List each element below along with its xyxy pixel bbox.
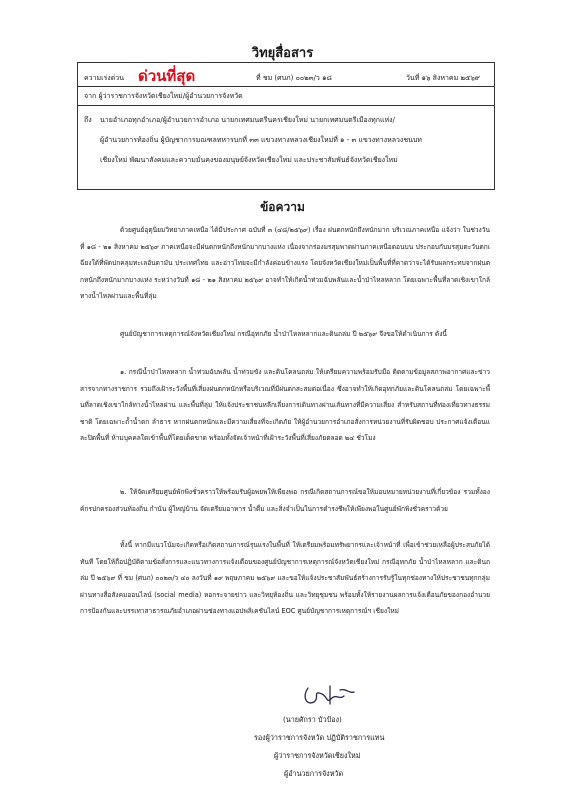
message-section-title: ข้อความ [260,200,305,214]
body-paragraph: ศูนย์บัญชาการเหตุการณ์จังหวัดเชียงใหม่ กรณีอุทกภัย น้ำป่าไหลหลากและดินถล่ม ปี ๒๕๖๙ จึงขอให้ดำเนินการ ดังนี้ [120,330,447,338]
to-line: ผู้อำนวยการท้องถิ่น ผู้บัญชาการมณฑลทหารบกที่ ๓๓ แขวงทางหลวงเชียงใหม่ที่ ๑ - ๓ แขวงทางหลวงชนบท [100,136,422,144]
body-paragraph: ๒. ให้จัดเตรียมศูนย์พักพิงชั่วคราวให้พร้อมรับผู้อพยพให้เพียงพอ กรณีเกิดสถานการณ์ขอให้มอบหมายหน่วยงานที่เกี่ยวข้อง รวมทั้งองค์กรปกครองส่วนท้องถิ่น กำนัน ผู้ใหญ่บ้าน จัดเตรียมอาหาร น้ำดื่ม และสิ่งจำเป็นในการดำรงชีพให้เพียงพอในศูนย์พักพิงชั่วคราวด้วย [80,488,490,513]
signatory-name: (นายศักรา บัวป้อง) [283,715,342,724]
to-line: นายอำเภอทุกอำเภอ/ผู้อำนวยการอำเภอ นายกเทศมนตรีนครเชียงใหม่ นายกเทศมนตรีเมืองทุกแห่ง/ [100,116,395,124]
document-title: วิทยุสื่อสาร [251,46,314,61]
urgency-prefix: ความเร่งด่วน [84,74,124,82]
body-paragraph: ด้วยศูนย์อุตุนิยมวิทยาภาคเหนือ ได้มีประกาศ ฉบับที่ ๓ (๔๘/๒๕๖๙) เรื่อง ฝนตกหนักถึงหนักมาก บริเวณภาคเหนือ แจ้งว่า ในช่วงวันที่ ๑๘ - ๒๑ สิงหาคม ๒๕๖๙ ภาคเหนือจะมีฝนตกหนักถึงหนักมากบางแห่ง เนื่องจากร่องมรสุมพาดผ่านภาคเหนือตอนบน ประกอบกับมรสุมตะวันตกเฉียงใต้ที่พัดปกคลุมทะเลอันดามัน ประเทศไทย และอ่าวไทยจะมีกำลังค่อนข้างแรง โดยจังหวัดเชียงใหม่เป็นพื้นที่ที่คาดว่าจะได้รับผลกระทบจากฝนตกหนักถึงหนักมากบางแห่ง ระหว่างวันที่ ๑๘ - ๒๑ สิงหาคม ๒๕๖๙ อาจทำให้เกิดน้ำท่วมฉับพลันและน้ำป่าไหลหลาก โดยเฉพาะพื้นที่ลาดเชิงเขาใกล้ทางน้ำไหลผ่านและพื้นที่ลุ่ม [80,226,490,300]
to-line: เชียงใหม่ พัฒนาสังคมและความมั่นคงของมนุษย์จังหวัดเชียงใหม่ และประชาสัมพันธ์จังหวัดเชียงใหม่ [100,156,398,164]
urgency-label: ด่วนที่สุด [138,67,196,85]
message-header-box [77,62,495,190]
divider [78,86,494,87]
to-label: ถึง [84,116,92,124]
document-number: ที่ ชม (ศบภ) ๐๐๒๓/ว ๑๘ [256,74,332,82]
signatory-position: รองผู้ว่าราชการจังหวัด ปฏิบัติราชการแทน [254,733,385,742]
from-line: จาก ผู้ว่าราชการจังหวัดเชียงใหม่/ผู้อำนวยการจังหวัด [84,92,243,100]
handwritten-signature [300,680,360,710]
body-paragraph: ทั้งนี้ หากมีแนวโน้มจะเกิดหรือเกิดสถานการณ์รุนแรงในพื้นที่ ให้เตรียมพร้อมทรัพยากรและเจ้าหน้าที่ เพื่อเข้าช่วยเหลือผู้ประสบภัยได้ทันที โดยให้ถือปฏิบัติตามข้อสั่งการและแนวทางการแจ้งเตือนของศูนย์บัญชาการเหตุการณ์จังหวัดเชียงใหม่ กรณีอุทกภัย น้ำป่าไหลหลาก และดินถล่ม ปี ๒๕๖๙ ที่ ชม (ศบภ) ๐๐๒๓/ว ๔๐ ลงวันที่ ๑๙ พฤษภาคม ๒๕๖๙ และขอให้แจ้งประชาสัมพันธ์สร้างการรับรู้ในทุกช่องทางให้ประชาชนทุกกลุ่มผ่านทางสื่อสังคมออนไลน์ (social media) หอกระจายข่าว และวิทยุท้องถิ่น และวิทยุชุมชน พร้อมทั้งให้รายงานผลการแจ้งเตือนภัยของกองอำนวยการป้องกันและบรรเทาสาธารณภัยอำเภอผ่านช่องทางแอปพลิเคชันไลน์ EOC ศูนย์บัญชาการเหตุการณ์ฯ เชียงใหม่ [80,541,490,615]
body-paragraph: ๑. กรณีน้ำป่าไหลหลาก น้ำท่วมฉับพลัน น้ำท่วมขัง และดินโคลนถล่ม ให้เตรียมความพร้อมรับมือ ติดตามข้อมูลสภาพอากาศและข่าวสารจากทางราชการ รวมถึงเฝ้าระวังพื้นที่เสี่ยงฝนตกหนักหรือบริเวณที่มีฝนตกสะสมต่อเนื่อง ซึ่งอาจทำให้เกิดอุทกภัยและดินโคลนถล่ม โดยเฉพาะพื้นที่ลาดเชิงเขาใกล้ทางน้ำไหลผ่าน และพื้นที่ลุ่ม ให้แจ้งประชาชนหลีกเลี่ยงการเดินทางผ่านเส้นทางที่มีความเสี่ยง สำหรับสถานที่ท่องเที่ยวทางธรรมชาติ โดยเฉพาะถ้ำน้ำตก ลำธาร หากฝนตกหนักและมีความเสี่ยงที่จะเกิดภัย ให้ผู้อำนวยการอำเภอสั่งการหน่วยงานที่รับผิดชอบ ประกาศแจ้งเตือนและปิดพื้นที่ ห้ามบุคคลใดเข้าพื้นที่โดยเด็ดขาด พร้อมทั้งจัดเจ้าหน้าที่เฝ้าระวังพื้นที่เสี่ยงภัยตลอด ๒๔ ชั่วโมง [80,368,490,442]
divider [78,105,494,106]
signatory-position: ผู้อำนวยการจังหวัด [284,769,344,778]
signatory-position: ผู้ว่าราชการจังหวัดเชียงใหม่ [274,751,361,760]
document-date: วันที่ ๑๖ สิงหาคม ๒๕๖๙ [406,74,480,82]
